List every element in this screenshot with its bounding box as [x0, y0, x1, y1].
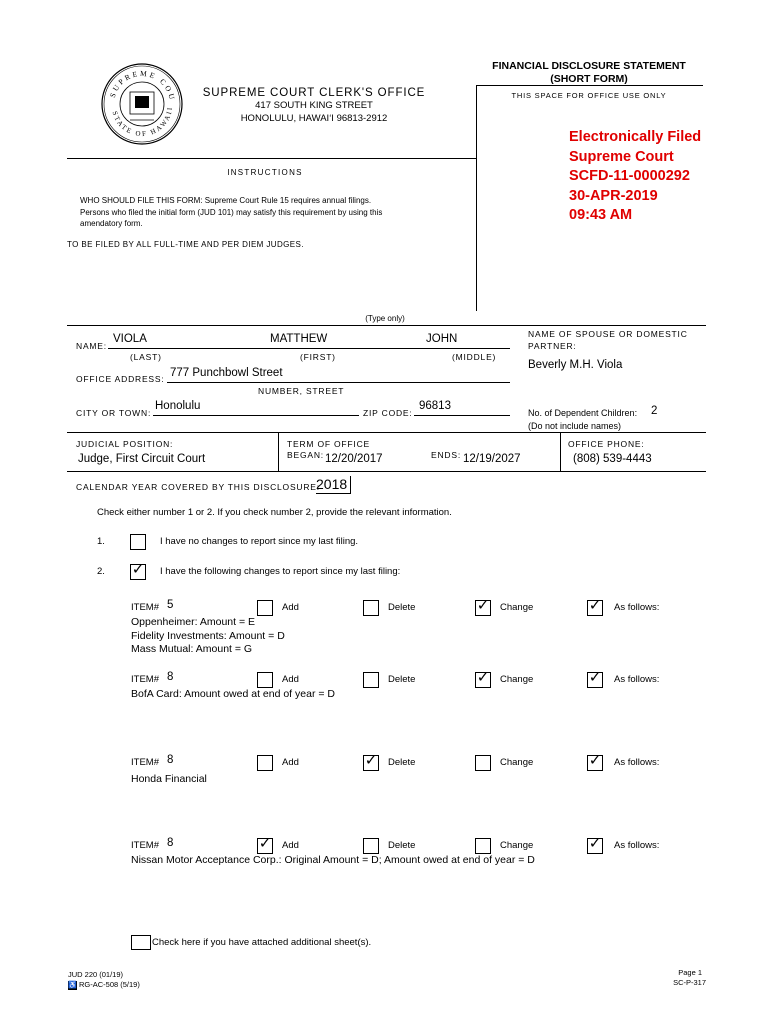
office-use-label: THIS SPACE FOR OFFICE USE ONLY [511, 91, 667, 100]
judicial-position-label: JUDICIAL POSITION: [76, 439, 174, 449]
delete-label: Delete [388, 602, 416, 613]
option2-checkbox[interactable] [130, 561, 146, 580]
add-checkbox[interactable] [257, 672, 273, 688]
check-icon: ✓ [588, 752, 602, 769]
form-code: SC-P-317 [673, 978, 706, 987]
clerk-address-street: 417 SOUTH KING STREET [255, 100, 373, 111]
as-follows-label: As follows: [614, 757, 660, 768]
number-street-label: NUMBER, STREET [258, 386, 345, 396]
zip-underline [414, 415, 510, 416]
form-subtitle: (SHORT FORM) [550, 73, 628, 85]
office-address-underline [167, 382, 510, 383]
check-icon: ✓ [131, 561, 145, 578]
instructions-line: Persons who filed the initial form (JUD 101) may satisfy this requirement by using this [80, 207, 383, 217]
add-checkbox[interactable] [257, 835, 273, 854]
middle-label: (MIDDLE) [452, 352, 497, 362]
check-icon: ✓ [258, 835, 272, 852]
position-bottom-rule [67, 471, 706, 472]
calendar-year-field[interactable] [316, 476, 351, 494]
name-underline [108, 348, 510, 349]
add-label: Add [282, 757, 299, 768]
item-details[interactable] [131, 854, 535, 868]
change-checkbox[interactable] [475, 755, 491, 771]
term-began-value[interactable]: 12/20/2017 [325, 453, 383, 465]
clerk-address-city: HONOLULU, HAWAI‘I 96813-2912 [240, 113, 388, 124]
check-icon [364, 598, 378, 614]
item-prefix: ITEM# [131, 602, 159, 613]
check-icon [258, 670, 272, 686]
option1-checkbox[interactable] [130, 534, 146, 550]
dependents-label: No. of Dependent Children: [528, 408, 638, 418]
check-icon: ✓ [476, 669, 490, 686]
as-follows-checkbox[interactable] [587, 597, 603, 616]
city-label: CITY OR TOWN: [76, 408, 152, 418]
type-only-label: (Type only) [365, 314, 405, 323]
check-icon: ✓ [588, 835, 602, 852]
city-underline [153, 415, 359, 416]
item-detail-line: Mass Mutual: Amount = G [131, 643, 253, 655]
check-icon [476, 753, 490, 769]
stamp-line: 09:43 AM [569, 207, 633, 223]
type-only-rule [67, 325, 706, 326]
spouse-label [528, 329, 688, 351]
option2-number: 2. [97, 566, 105, 577]
option2-text: I have the following changes to report since my last filing: [160, 566, 401, 577]
item-details[interactable] [131, 773, 207, 787]
item-number[interactable]: 8 [167, 754, 174, 766]
item-block [0, 752, 770, 795]
delete-checkbox[interactable] [363, 600, 379, 616]
item-block [0, 597, 770, 670]
term-ends-label: ENDS: [431, 450, 461, 460]
item-detail-line: Fidelity Investments: Amount = D [131, 629, 285, 642]
change-label: Change [500, 602, 534, 613]
change-checkbox[interactable] [475, 838, 491, 854]
zip-value[interactable]: 96813 [419, 400, 451, 412]
as-follows-label: As follows: [614, 674, 660, 685]
page-number: Page 1 [678, 968, 702, 977]
item-details[interactable] [131, 616, 285, 657]
calendar-year-label: CALENDAR YEAR COVERED BY THIS DISCLOSURE: [76, 482, 320, 492]
term-label: TERM OF OFFICE [287, 439, 370, 449]
add-label: Add [282, 602, 299, 613]
option1-number: 1. [97, 536, 105, 547]
office-phone-value[interactable]: (808) 539-4443 [573, 453, 652, 465]
change-label: Change [500, 757, 534, 768]
delete-label: Delete [388, 840, 416, 851]
stamp-line: 30-APR-2019 [569, 187, 658, 204]
instructions-who: TO BE FILED BY ALL FULL-TIME AND PER DIEM JUDGES. [67, 240, 304, 249]
item-prefix: ITEM# [131, 674, 159, 685]
check-icon: ✓ [364, 752, 378, 769]
office-phone-label: OFFICE PHONE: [568, 439, 645, 449]
calendar-year-prefix: 20 [316, 476, 332, 492]
check-icon [364, 670, 378, 686]
instructions-rule [67, 158, 476, 159]
item-detail-line: Oppenheimer: Amount = E [131, 616, 256, 628]
city-value[interactable]: Honolulu [155, 400, 201, 412]
check-icon: ✓ [588, 597, 602, 614]
spouse-label-line: NAME OF SPOUSE OR DOMESTIC [528, 329, 688, 339]
check-icon: ✓ [588, 669, 602, 686]
form-id-2-row [68, 980, 140, 990]
position-rule [67, 432, 706, 433]
check-icon [258, 753, 272, 769]
item-label [131, 602, 159, 613]
item-number[interactable]: 5 [167, 599, 174, 611]
change-label: Change [500, 840, 534, 851]
delete-label: Delete [388, 674, 416, 685]
instructions-line: WHO SHOULD FILE THIS FORM: Supreme Court Rule 15 requires annual filings. [80, 196, 372, 205]
add-checkbox[interactable] [257, 600, 273, 616]
option1-text: I have no changes to report since my last filing. [160, 536, 359, 547]
change-checkbox[interactable] [475, 669, 491, 688]
item-prefix: ITEM# [131, 757, 159, 768]
item-number[interactable]: 8 [167, 671, 174, 683]
item-detail-line: Honda Financial [131, 773, 207, 785]
accessibility-icon: ♿ [68, 981, 77, 989]
delete-checkbox[interactable] [363, 752, 379, 771]
dependents-note: (Do not include names) [528, 421, 622, 431]
form-id: JUD 220 (01/19) [68, 970, 124, 979]
calendar-year-value: 18 [331, 476, 348, 492]
add-checkbox[interactable] [257, 755, 273, 771]
instructions-text [80, 195, 470, 230]
check-instructions: Check either number 1 or 2. If you check number 2, provide the relevant information. [97, 507, 452, 518]
office-address-label: OFFICE ADDRESS: [76, 374, 165, 384]
check-icon [131, 532, 145, 548]
first-label: (FIRST) [300, 352, 336, 362]
name-last[interactable]: VIOLA [113, 333, 147, 345]
spouse-name[interactable]: Beverly M.H. Viola [528, 359, 623, 371]
item-block [0, 669, 770, 712]
instructions-heading: INSTRUCTIONS [227, 168, 303, 177]
as-follows-label: As follows: [614, 840, 660, 851]
name-first[interactable]: MATTHEW [270, 333, 328, 345]
item-detail-line: Nissan Motor Acceptance Corp.: Original Amount = D; Amount owed at end of year = D [131, 854, 535, 866]
name-middle[interactable]: JOHN [426, 333, 458, 345]
item-detail-line: BofA Card: Amount owed at end of year = D [131, 688, 335, 700]
office-address-value[interactable]: 777 Punchbowl Street [170, 367, 283, 379]
form-id-2: RG-AC-508 (5/19) [79, 980, 140, 989]
name-label: NAME: [76, 341, 107, 351]
stamp-line: SCFD-11-0000292 [569, 168, 690, 184]
item-prefix: ITEM# [131, 840, 159, 851]
item-block [0, 835, 770, 878]
item-number[interactable]: 8 [167, 837, 174, 849]
additional-sheets-checkbox[interactable] [131, 935, 151, 950]
position-divider-2 [560, 432, 561, 472]
check-icon [132, 933, 146, 949]
additional-sheets-text: Check here if you have attached additional sheet(s). [152, 937, 372, 948]
efiled-stamp [569, 128, 769, 226]
dependents-value[interactable]: 2 [651, 405, 658, 417]
delete-checkbox[interactable] [363, 838, 379, 854]
term-began-label: BEGAN: [287, 450, 324, 460]
item-details[interactable] [131, 688, 335, 702]
check-icon: ✓ [476, 597, 490, 614]
check-icon [364, 836, 378, 852]
check-icon [258, 598, 272, 614]
form-title: FINANCIAL DISCLOSURE STATEMENT [492, 60, 686, 72]
stamp-line: Supreme Court [569, 148, 674, 165]
instructions-line: amendatory form. [80, 219, 143, 228]
position-divider-1 [278, 432, 279, 472]
as-follows-label: As follows: [614, 602, 660, 613]
term-ends-value[interactable]: 12/19/2027 [463, 453, 521, 465]
clerk-office-title: SUPREME COURT CLERK'S OFFICE [202, 87, 426, 99]
as-follows-checkbox[interactable] [587, 752, 603, 771]
as-follows-checkbox[interactable] [587, 835, 603, 854]
check-icon [476, 836, 490, 852]
change-label: Change [500, 674, 534, 685]
delete-label: Delete [388, 757, 416, 768]
svg-text:SUPREME COURT: SUPREME COU [107, 68, 178, 103]
last-label: (LAST) [130, 352, 162, 362]
add-label: Add [282, 674, 299, 685]
svg-text:STATE OF HAWAII: STATE OF HAWAII [110, 105, 175, 139]
stamp-line: Electronically Filed [569, 129, 702, 145]
as-follows-checkbox[interactable] [587, 669, 603, 688]
change-checkbox[interactable] [475, 597, 491, 616]
add-label: Add [282, 840, 299, 851]
judicial-position-value[interactable]: Judge, First Circuit Court [78, 453, 206, 465]
spouse-label-line: PARTNER: [528, 341, 577, 351]
delete-checkbox[interactable] [363, 672, 379, 688]
zip-label: ZIP CODE: [363, 408, 413, 418]
